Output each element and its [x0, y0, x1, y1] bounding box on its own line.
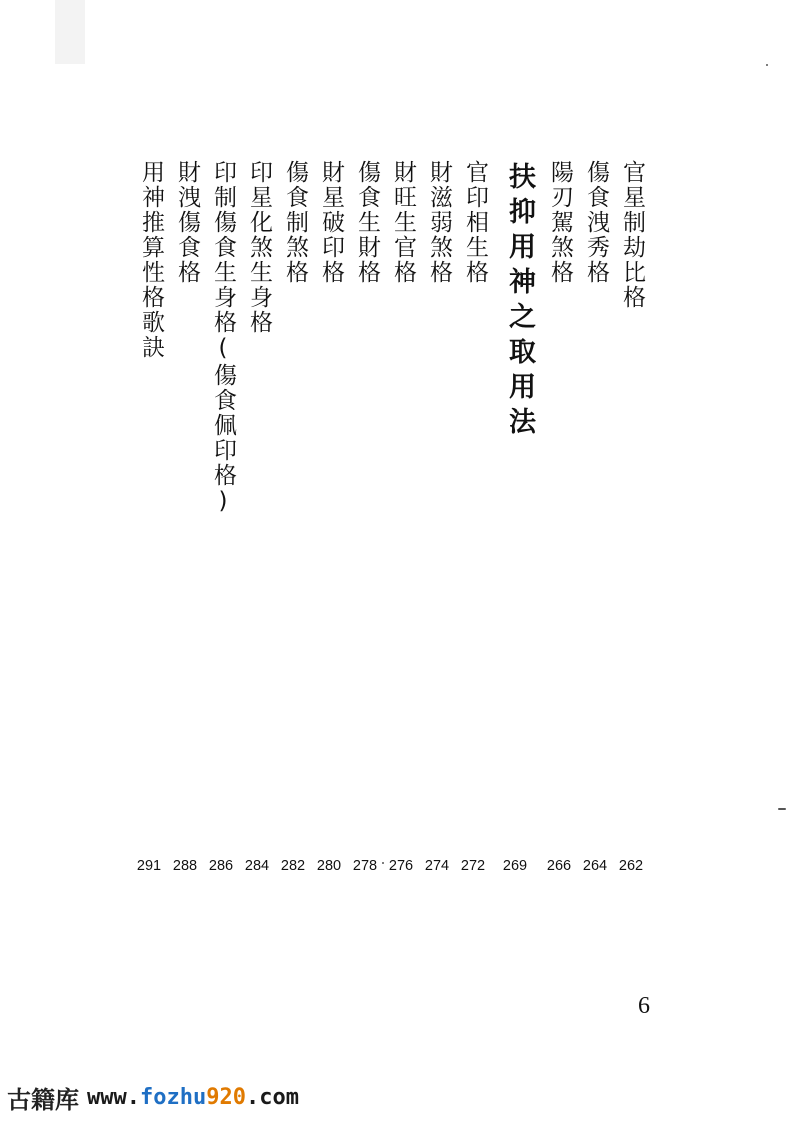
toc-entry-title: 印星化煞生身格 [246, 160, 272, 335]
toc-page-number: 280 [316, 858, 342, 874]
watermark-brand: 古籍库 [7, 1086, 79, 1114]
scan-artifact [55, 0, 85, 64]
toc-page-number: 278 [352, 858, 378, 874]
toc-entry-title: 用神推算性格歌訣 [138, 160, 164, 360]
toc-page-number: 276 [388, 858, 414, 874]
toc-entry-title: 財星破印格 [318, 160, 344, 285]
toc-entry-title: 財旺生官格 [390, 160, 416, 285]
toc-page-number: 269 [502, 858, 528, 874]
watermark-url-part: 920 [206, 1085, 246, 1110]
toc-entry-title: 印制傷食生身格(傷食佩印格) [210, 160, 236, 516]
toc-entry-title: 傷食生財格 [354, 160, 380, 285]
watermark-url [87, 1085, 299, 1110]
toc-entry-title: 官星制劫比格 [619, 160, 645, 310]
toc-page-number: 264 [582, 858, 608, 874]
watermark-url-part: fozhu [139, 1085, 207, 1110]
toc-page-number: 286 [208, 858, 234, 874]
page-number: 6 [638, 993, 650, 1019]
toc-entry-title: 財洩傷食格 [174, 160, 200, 285]
toc-page-number: 262 [618, 858, 644, 874]
toc-entry-title: 財滋弱煞格 [426, 160, 452, 285]
toc-entry-title: 陽刃駕煞格 [547, 160, 573, 285]
toc-page-number: 272 [460, 858, 486, 874]
toc-entry-title: 傷食洩秀格 [583, 160, 609, 285]
watermark-url-part: .com [245, 1085, 299, 1110]
toc-page-number: 288 [172, 858, 198, 874]
toc-entry-title: 傷食制煞格 [282, 160, 308, 285]
toc-page-number: 282 [280, 858, 306, 874]
toc-section-heading: 扶抑用神之取用法 [504, 162, 535, 442]
toc-entry-title: 官印相生格 [462, 160, 488, 285]
toc-page-number: 274 [424, 858, 450, 874]
toc-page-number: 266 [546, 858, 572, 874]
scan-speck [778, 808, 786, 810]
watermark-footer [7, 1080, 299, 1116]
toc-page-number: 284 [244, 858, 270, 874]
scan-speck [382, 862, 384, 864]
toc-page-number: 291 [136, 858, 162, 874]
scan-speck [766, 64, 768, 66]
watermark-url-part: www. [87, 1085, 140, 1110]
